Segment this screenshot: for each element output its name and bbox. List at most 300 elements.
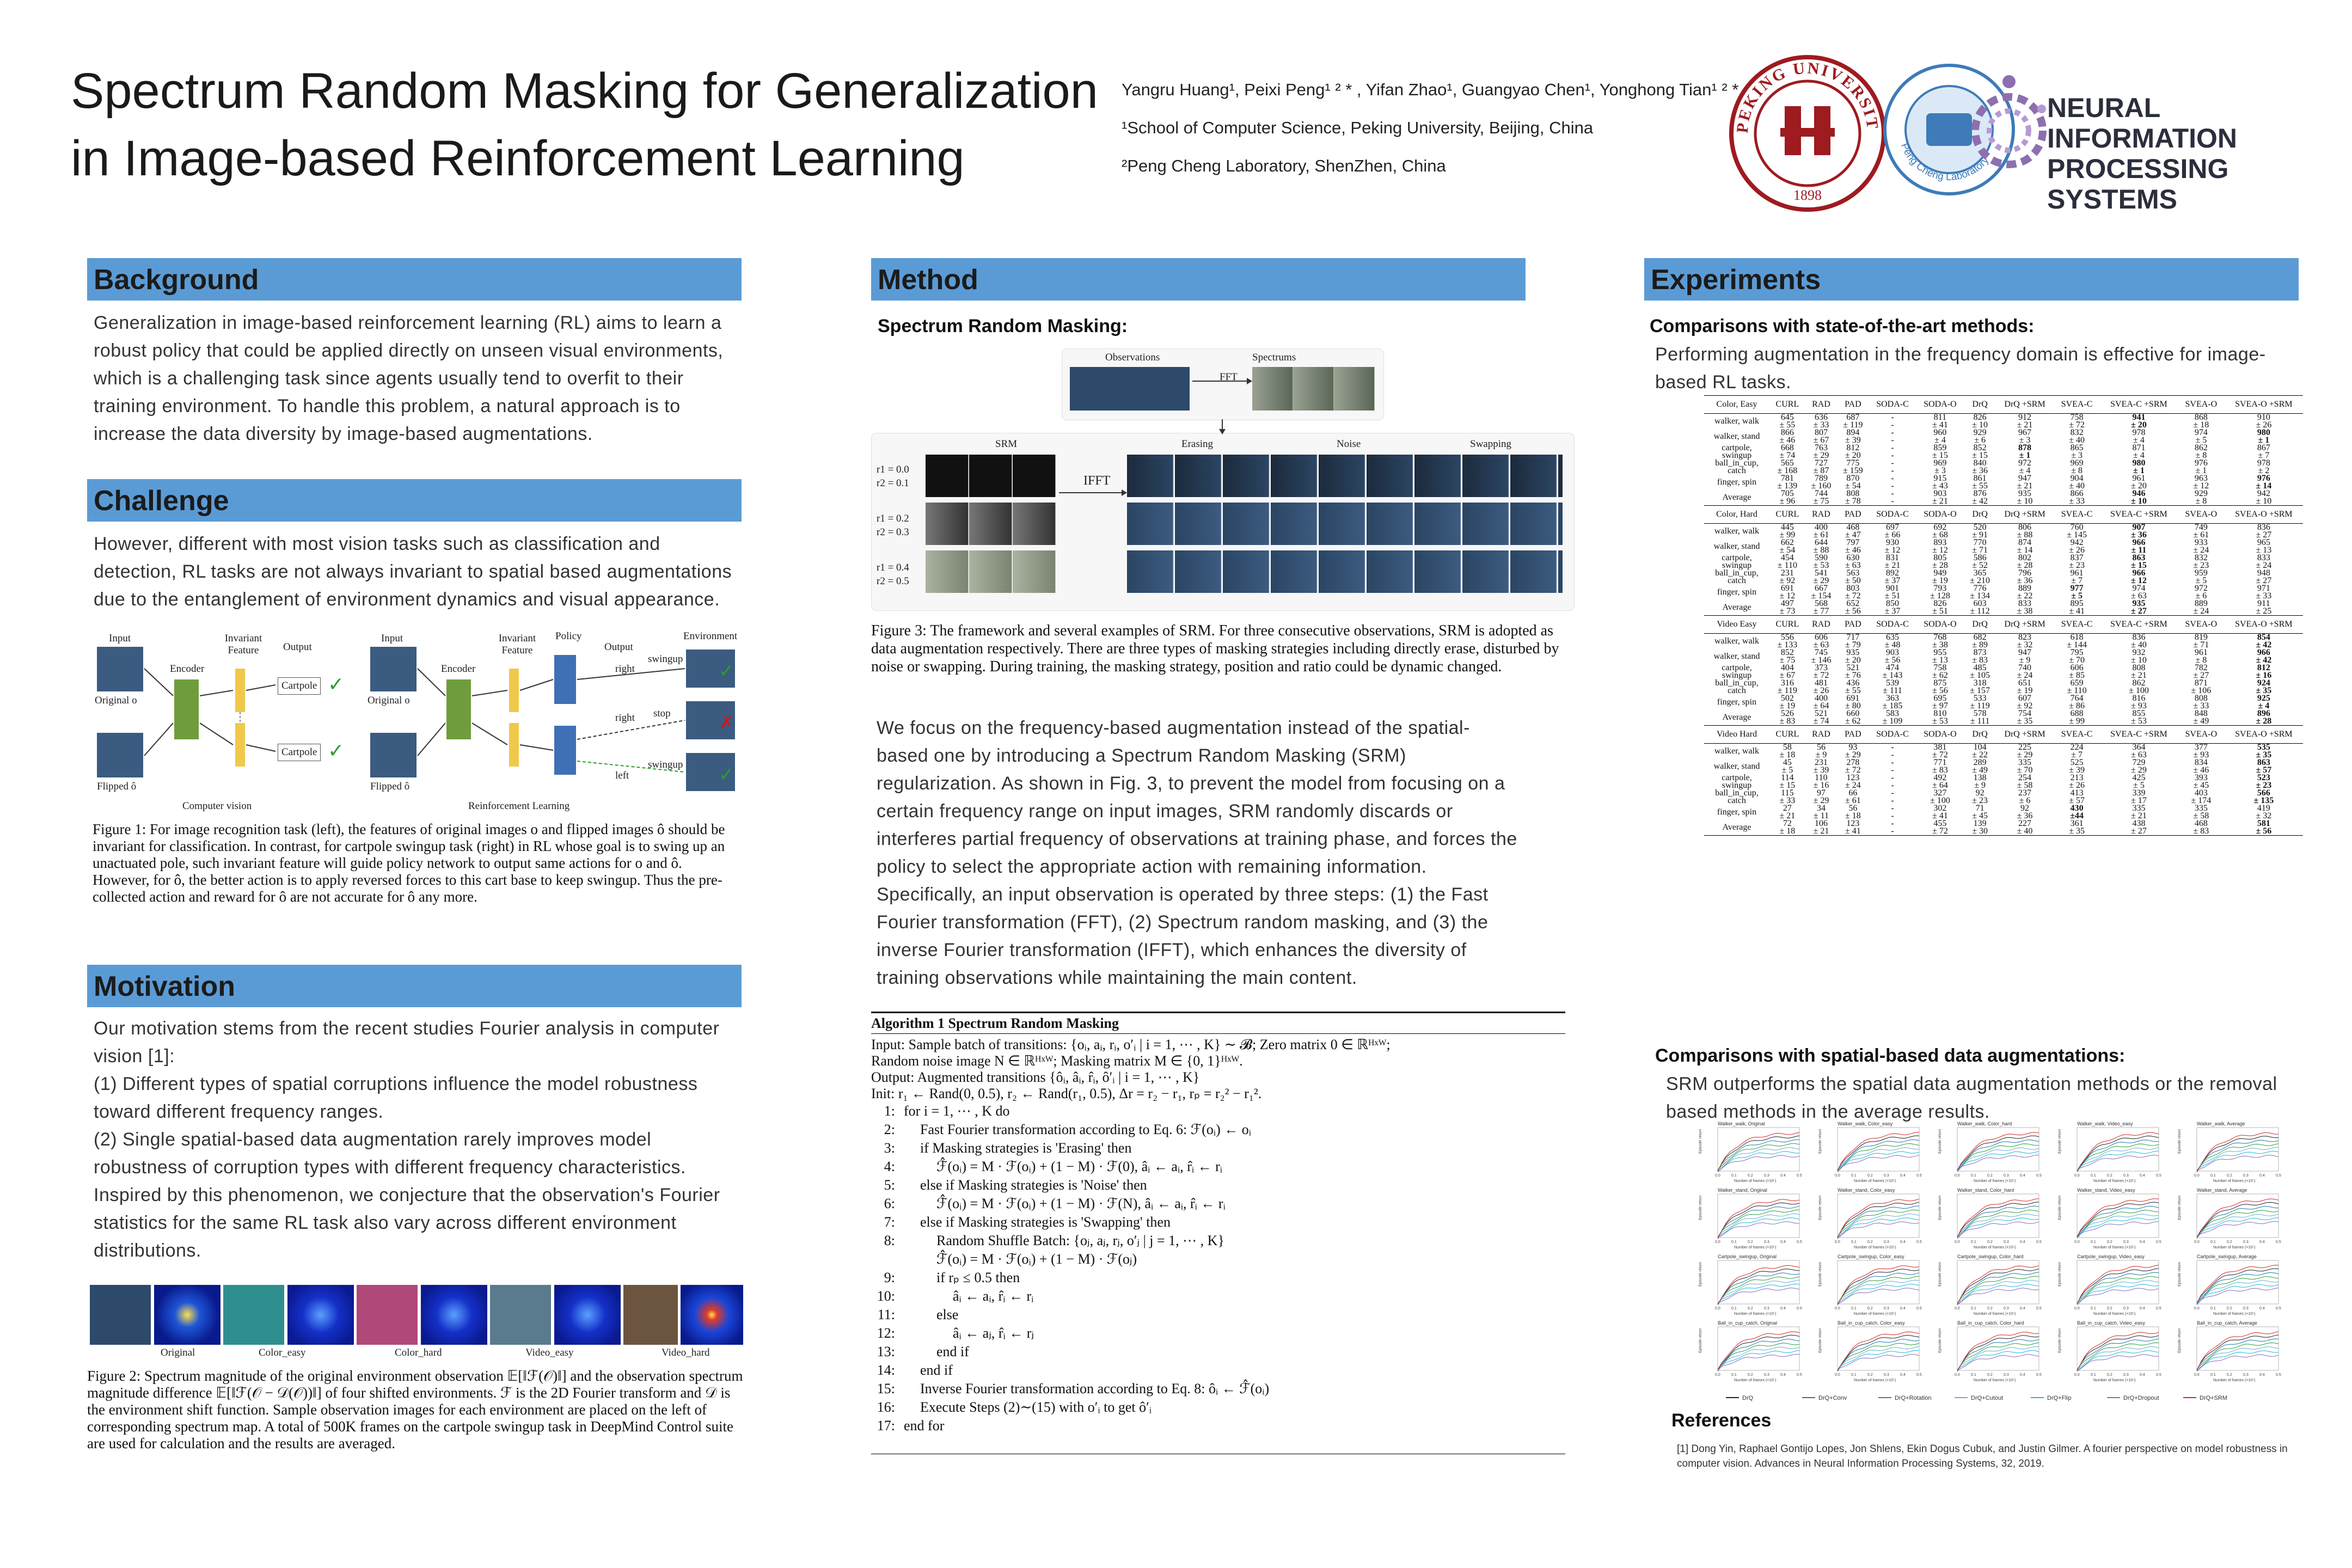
table-cell: 768 ± 38 <box>1932 633 1948 650</box>
plot-xtick: 0.5 <box>2036 1240 2042 1244</box>
plot-xtick: 0.3 <box>2004 1174 2009 1178</box>
table-cell: 852 ± 75 <box>1779 648 1796 665</box>
table-cell: 687 ± 119 <box>1843 413 1863 430</box>
plot-ylabel: Episode return <box>1818 1261 1822 1287</box>
table-cell: 912 ± 21 <box>2017 413 2033 430</box>
plot-xtick: 0.5 <box>1797 1240 1802 1244</box>
fig3-noise-label: Noise <box>1337 438 1361 450</box>
algorithm-line <box>871 1103 1565 1122</box>
motivation-text-4: Inspired by this phenomenon, we conjecture that the observation's Fourier statistics for the same RL task also vary across different environment distributions. <box>94 1185 720 1261</box>
table-cell: - - <box>1891 758 1894 775</box>
table-cell: 873 ± 83 <box>1972 648 1988 665</box>
table-cell: 381 ± 72 <box>1932 743 1948 759</box>
figure-2 <box>90 1285 743 1367</box>
algorithm-1 <box>871 1012 1565 1458</box>
pku-logo-text: PEKING UNIVERSIT <box>1733 59 1882 134</box>
plot-xtick: 0.0 <box>1715 1240 1720 1244</box>
plot-xlabel: Number of frames (×10⁵) <box>2093 1312 2136 1316</box>
neurips-line-1: NEURAL INFORMATION <box>2047 93 2238 154</box>
table-cell: 868 ± 18 <box>2193 413 2209 430</box>
table-column-header: CURL <box>1769 506 1805 524</box>
table-task-cell: cartpole, swingup <box>1722 443 1752 460</box>
table-cell: 455 ± 72 <box>1916 820 1964 836</box>
algorithm-line <box>871 1251 1565 1270</box>
plot-ylabel: Episode return <box>2178 1195 2182 1220</box>
plot-title: Walker_walk, Color_hard <box>1957 1121 2012 1126</box>
table-cell: 430 ±44 <box>2070 804 2084 820</box>
training-curves <box>1693 1119 2292 1407</box>
table-cell: 855 ± 53 <box>2100 710 2178 726</box>
check-icon: ✓ <box>719 661 734 682</box>
plot-xtick: 0.4 <box>2259 1373 2265 1377</box>
plot-xtick: 0.2 <box>1867 1174 1873 1178</box>
table-cell: 861 ± 55 <box>1972 474 1988 491</box>
table-cell: 454 ± 110 <box>1777 553 1797 570</box>
table-row <box>1704 524 2303 540</box>
table-cell: 850 ± 37 <box>1869 600 1916 616</box>
plot-ylabel: Episode return <box>1699 1195 1702 1220</box>
table-column-header: RAD <box>1805 726 1837 744</box>
plot-xtick: 0.4 <box>1900 1307 1906 1310</box>
table-cell: 523 ± 23 <box>2256 773 2272 790</box>
fig2-panel-video-hard <box>623 1285 743 1345</box>
fig3-srm-label: SRM <box>995 438 1018 450</box>
table-cell: 563 ± 50 <box>1845 568 1861 585</box>
table-cell: 866 ± 33 <box>2054 490 2100 506</box>
algorithm-header-line: Random noise image N ∈ ℝᴴˣᵂ; Masking matrix M ∈ {0, 1}ᴴˣᵂ. <box>871 1053 1243 1069</box>
plot-ylabel: Episode return <box>2178 1328 2182 1353</box>
pku-logo <box>1726 52 1889 215</box>
plot-xtick: 0.2 <box>1987 1307 1993 1310</box>
table-cell: 969 ± 8 <box>2070 458 2084 475</box>
table-cell: 949 ± 19 <box>1932 568 1948 585</box>
table-cell: 393 ± 45 <box>2193 773 2209 790</box>
table-cell: 705 ± 96 <box>1769 490 1805 506</box>
plot-xlabel: Number of frames (×10⁵) <box>1974 1312 2016 1316</box>
table-cell: 837 ± 23 <box>2069 553 2085 570</box>
table-cell: 400 ± 64 <box>1813 694 1829 710</box>
table-cell: 436 ± 55 <box>1845 678 1861 695</box>
table-cell: 969 ± 3 <box>1933 458 1947 475</box>
table-cell: 980 ± 1 <box>2132 458 2146 475</box>
table-cell: 231 ± 39 <box>1813 758 1829 775</box>
table-column-header: SVEA-C <box>2054 616 2100 634</box>
table-cell: 539 ± 111 <box>1883 678 1902 695</box>
algorithm-line-number: 4: <box>884 1159 895 1174</box>
table-cell: 535 ± 35 <box>2256 743 2272 759</box>
plot-ylabel: Episode return <box>2058 1328 2062 1353</box>
table-cell: 895 ± 41 <box>2054 600 2100 616</box>
plot-xtick: 0.1 <box>1851 1240 1857 1244</box>
table-cell: 976 ± 14 <box>2256 474 2272 491</box>
plot-xtick: 0.4 <box>2020 1373 2025 1377</box>
table-cell: 980 ± 1 <box>2257 428 2270 445</box>
plot-xlabel: Number of frames (×10⁵) <box>1854 1379 1896 1382</box>
plot-ylabel: Episode return <box>1818 1195 1822 1220</box>
table-cell: 935 ± 10 <box>1996 490 2054 506</box>
table-task-cell: walker, stand <box>1713 542 1760 551</box>
motivation-text-1: Our motivation stems from the recent studies Fourier analysis in computer vision [1]: <box>94 1018 720 1067</box>
plot-xtick: 0.0 <box>2074 1307 2080 1310</box>
cross-icon: ✗ <box>720 714 734 732</box>
table-cell: 92 ± 36 <box>2017 804 2033 820</box>
plot-xtick: 0.2 <box>1748 1307 1753 1310</box>
table-column-header: SODA-C <box>1869 396 1916 414</box>
table-cell: 826 ± 10 <box>1972 413 1988 430</box>
table-cell: 123 ± 41 <box>1837 820 1869 836</box>
table-cell: 947 ± 9 <box>2018 648 2032 665</box>
plot-xtick: 0.1 <box>1971 1174 1976 1178</box>
plot-xtick: 0.0 <box>1835 1373 1840 1377</box>
table-cell: 492 ± 64 <box>1932 773 1948 790</box>
experiments-text-1: Performing augmentation in the frequency domain is effective for image-based RL tasks. <box>1655 344 2266 393</box>
table-cell: 878 ± 1 <box>2018 443 2032 460</box>
table-cell: 745 ± 146 <box>1811 648 1832 665</box>
table-cell: 875 ± 56 <box>1932 678 1948 695</box>
table-task-cell: Average <box>1704 490 1769 506</box>
plot-xtick: 0.0 <box>2074 1174 2080 1178</box>
algorithm-line-text: for i = 1, ⋯ , K do <box>904 1103 1010 1119</box>
fig1-rl-input-label: Input <box>381 633 403 644</box>
plot-xtick: 0.1 <box>1731 1373 1737 1377</box>
table-cell: 834 ± 46 <box>2193 758 2209 775</box>
plot-panel <box>1818 1254 1922 1316</box>
motivation-text-3: (2) Single spatial-based data augmentation rarely improves model robustness of corruption types with different frequency characteristics. <box>94 1129 686 1178</box>
table-column-header: DrQ +SRM <box>1996 726 2054 744</box>
challenge-text: However, different with most vision tasks such as classification and detection, RL tasks are not always invariant to spatial based augmentations due to the entanglement of environment dynamics and visual appearance. <box>94 534 732 610</box>
plot-xtick: 0.2 <box>2227 1240 2232 1244</box>
table-cell: 404 ± 67 <box>1779 663 1796 680</box>
plot-xtick: 0.2 <box>1867 1240 1873 1244</box>
table-cell: 771 ± 83 <box>1932 758 1948 775</box>
table-column-header: SVEA-C <box>2054 726 2100 744</box>
algorithm-line-text: else if Masking strategies is 'Noise' then <box>920 1177 1147 1193</box>
table-row <box>1704 789 2303 805</box>
algorithm-line-number: 1: <box>884 1103 895 1119</box>
fig1-right-a: right <box>615 663 635 675</box>
plot-xtick: 0.5 <box>2036 1307 2042 1310</box>
table-cell: 481 ± 26 <box>1813 678 1829 695</box>
plot-title: Cartpole_swingup, Average <box>2197 1254 2257 1259</box>
plot-xtick: 0.2 <box>1867 1373 1873 1377</box>
table-cell: 876 ± 42 <box>1964 490 1995 506</box>
table-cell: 227 ± 40 <box>1996 820 2054 836</box>
table-column-header: CURL <box>1769 616 1805 634</box>
figure-2-caption: Figure 2: Spectrum magnitude of the original environment observation 𝔼[‖ℱ(𝒪)‖] and the observation spectrum magnitude difference 𝔼[‖ℱ(𝒪 − 𝒟(𝒪))‖] of four shifted environments. ℱ is the 2D Fourier transform and 𝒟 is the environment shift function. Sample observation images for each environment are placed on the left of corresponding spectrum map. A total of 500K frames on the cartpole swingup task in DeepMind Control suite are used for calculation and the results are averaged. <box>87 1368 743 1451</box>
table-cell: 225 ± 29 <box>2017 743 2033 759</box>
algorithm-line-text: else if Masking strategies is 'Swapping' then <box>920 1214 1171 1230</box>
table-row <box>1704 744 2303 759</box>
table-cell: - - <box>1891 443 1894 460</box>
table-cell: 866 ± 46 <box>1779 428 1796 445</box>
table-cell: 744 ± 75 <box>1805 490 1837 506</box>
table-cell: 942 ± 26 <box>2069 538 2085 555</box>
plot-xtick: 0.4 <box>2140 1373 2145 1377</box>
plot-xtick: 0.5 <box>2036 1373 2042 1377</box>
table-task-cell: ball_in_cup, catch <box>1715 458 1759 475</box>
table-cell: 935 ± 27 <box>2100 600 2178 616</box>
table-task-cell: ball_in_cup, catch <box>1715 788 1759 805</box>
fig1-rl-invariant-label: Invariant Feature <box>498 633 536 656</box>
table-cell: 833 ± 38 <box>1996 600 2054 616</box>
plot-xtick: 0.5 <box>2276 1174 2281 1178</box>
fig1-left: left <box>615 770 629 781</box>
table-cell: 110 ± 16 <box>1813 773 1829 790</box>
legend-entry: DrQ+SRM <box>2200 1395 2228 1401</box>
plot-xtick: 0.4 <box>2020 1174 2025 1178</box>
table-column-header: CURL <box>1769 726 1805 744</box>
fig2-label-color-easy: Color_easy <box>259 1347 306 1358</box>
plot-panel <box>1818 1187 1922 1250</box>
plot-xtick: 0.5 <box>2036 1174 2042 1178</box>
plot-xtick: 0.5 <box>1916 1174 1922 1178</box>
plot-frame <box>2197 1327 2278 1370</box>
plot-xtick: 0.0 <box>1835 1240 1840 1244</box>
table-column-header: DrQ +SRM <box>1996 616 2054 634</box>
algorithm-line-number: 2: <box>884 1122 895 1137</box>
plot-xtick: 0.0 <box>1715 1174 1720 1178</box>
table-cell: 603 ± 112 <box>1964 600 1995 616</box>
table-column-header: SVEA-O <box>2178 506 2225 524</box>
table-cell: 425 ± 5 <box>2132 773 2146 790</box>
plot-xtick: 0.3 <box>2243 1307 2249 1310</box>
table-task-cell: walker, stand <box>1713 652 1760 661</box>
plot-xtick: 0.0 <box>2194 1307 2200 1310</box>
results-table <box>1704 395 2303 836</box>
table-cell: 966 ± 42 <box>2256 648 2272 665</box>
fig1-rl-arrows <box>93 625 740 805</box>
plot-ylabel: Episode return <box>2178 1129 2182 1154</box>
table-cell: 565 ± 168 <box>1777 458 1798 475</box>
table-cell: 525 ± 39 <box>2069 758 2085 775</box>
algorithm-line-text: Execute Steps (2)∼(15) with o′ᵢ to get ô′ᵢ <box>920 1399 1152 1415</box>
title-line-2: in Image-based Reinforcement Learning <box>71 131 965 186</box>
plot-xlabel: Number of frames (×10⁵) <box>2213 1179 2256 1183</box>
table-cell: 697 ± 66 <box>1884 523 1901 540</box>
plot-xtick: 0.1 <box>1851 1373 1857 1377</box>
table-cell: 97 ± 29 <box>1813 788 1829 805</box>
table-cell: 652 ± 56 <box>1837 600 1869 616</box>
fig1-rl-original-label: Original o <box>367 695 410 706</box>
table-row <box>1704 759 2303 774</box>
table-cell: 806 ± 88 <box>2017 523 2033 540</box>
affiliation-1: ¹School of Computer Science, Peking University, Beijing, China <box>1122 118 1594 137</box>
figure-3 <box>871 343 1573 610</box>
plot-xtick: 0.5 <box>2276 1373 2281 1377</box>
algorithm-line-text: âᵢ ← aᵢ, r̂ᵢ ← rᵢ <box>953 1288 1034 1304</box>
table-cell: 93 ± 29 <box>1845 743 1861 759</box>
table-column-header: SODA-O <box>1916 506 1964 524</box>
plot-title: Walker_stand, Color_easy <box>1837 1187 1895 1193</box>
table-row <box>1704 539 2303 554</box>
fig3-erasing-label: Erasing <box>1181 438 1214 450</box>
plot-xlabel: Number of frames (×10⁵) <box>2093 1246 2136 1250</box>
table-cell: 521 ± 76 <box>1845 663 1861 680</box>
table-cell: 568 ± 77 <box>1805 600 1837 616</box>
table-task-cell: walker, stand <box>1713 762 1760 771</box>
plot-xlabel: Number of frames (×10⁵) <box>2213 1246 2256 1250</box>
table-cell: 971 ± 33 <box>2256 584 2272 601</box>
table-cell: 896 ± 28 <box>2225 710 2303 726</box>
table-cell: 903 ± 21 <box>1916 490 1964 506</box>
plot-xtick: 0.3 <box>1764 1307 1769 1310</box>
algorithm-line <box>871 1122 1565 1140</box>
table-cell: 607 ± 92 <box>2017 694 2033 710</box>
algorithm-line-number: 8: <box>884 1233 895 1248</box>
method-heading: Method <box>871 258 1526 301</box>
table-column-header: SVEA-O +SRM <box>2225 616 2303 634</box>
fig1-rl-encoder-label: Encoder <box>441 663 476 675</box>
plot-title: Walker_stand, Average <box>2197 1187 2247 1193</box>
figure-3-caption: Figure 3: The framework and several examples of SRM. For three consecutive observations, SRM is adopted as data augmentation respectively. There are three types of masking strategies including directly erase, disturbed by noise or swapping. During training, the masking strategy, position and ratio could be dynamic changed. <box>871 622 1559 675</box>
fig1-rl-flipped-label: Flipped ô <box>370 781 410 792</box>
plot-xlabel: Number of frames (×10⁵) <box>1854 1246 1896 1250</box>
plot-xtick: 0.3 <box>2004 1307 2009 1310</box>
plot-panel <box>1699 1187 1802 1250</box>
fig3-spectrums-label: Spectrums <box>1252 352 1296 363</box>
table-cell: 775 ± 159 <box>1842 458 1863 475</box>
plot-xtick: 0.4 <box>2140 1174 2145 1178</box>
plot-xtick: 0.4 <box>1900 1174 1906 1178</box>
experiments-text-2: SRM outperforms the spatial data augmentation methods or the removal based methods in the average results. <box>1666 1074 2277 1122</box>
fig3-r1-c: r1 = 0.4 <box>877 562 909 573</box>
table-cell: 826 ± 51 <box>1916 600 1964 616</box>
table-cell: 583 ± 109 <box>1869 710 1916 726</box>
fig1-rl-label: Reinforcement Learning <box>468 800 570 812</box>
table-cell: 468 ± 47 <box>1845 523 1861 540</box>
plot-xtick: 0.3 <box>2004 1240 2009 1244</box>
motivation-text-2: (1) Different types of spatial corruptions influence the model robustness toward different frequency ranges. <box>94 1074 698 1122</box>
table-cell: 811 ± 41 <box>1932 413 1948 430</box>
table-cell: 327 ± 100 <box>1930 788 1950 805</box>
plot-xtick: 0.1 <box>2210 1240 2216 1244</box>
table-cell: 645 ± 55 <box>1779 413 1796 430</box>
table-cell: 502 ± 19 <box>1779 694 1796 710</box>
algorithm-line-number: 11: <box>877 1307 895 1322</box>
table-row <box>1704 679 2303 695</box>
table-cell: 581 ± 56 <box>2225 820 2303 836</box>
table-cell: 667 ± 154 <box>1811 584 1832 601</box>
table-cell: 961 ± 20 <box>2131 474 2147 491</box>
algorithm-line <box>871 1288 1565 1307</box>
algorithm-line <box>871 1270 1565 1288</box>
table-cell: 213 ± 26 <box>2069 773 2085 790</box>
algorithm-line-text: end for <box>904 1418 945 1434</box>
fig1-input-label: Input <box>109 633 131 644</box>
table-cell: 810 ± 53 <box>1916 710 1964 726</box>
table-row <box>1704 554 2303 569</box>
plot-panel <box>1818 1320 1922 1382</box>
table-column-header: RAD <box>1805 396 1837 414</box>
table-cell: 770 ± 71 <box>1972 538 1988 555</box>
table-cell: 832 ± 23 <box>2193 553 2209 570</box>
table-cell: 758 ± 72 <box>2069 413 2085 430</box>
fig1-output-label: Output <box>283 641 312 653</box>
table-task-cell: finger, spin <box>1717 587 1757 597</box>
table-cell: 520 ± 91 <box>1972 523 1988 540</box>
table-cell: 819 ± 71 <box>2193 633 2209 650</box>
table-task-cell: cartpole, swingup <box>1722 663 1752 680</box>
plot-xtick: 0.3 <box>1764 1174 1769 1178</box>
plot-xtick: 0.2 <box>1748 1240 1753 1244</box>
plot-ylabel: Episode return <box>1938 1129 1942 1154</box>
table-cell: 915 ± 43 <box>1932 474 1948 491</box>
plot-xtick: 0.5 <box>2276 1307 2281 1310</box>
plot-title: Walker_stand, Original <box>1718 1187 1767 1193</box>
experiments-subheading-1: Comparisons with state-of-the-art methods: <box>1650 316 2035 336</box>
fig1-environment-label: Environment <box>683 630 738 642</box>
plot-xtick: 0.2 <box>1987 1373 1993 1377</box>
table-cell: 892 ± 37 <box>1884 568 1901 585</box>
algorithm-header-line: Input: Sample batch of transitions: {oᵢ, aᵢ, rᵢ, o′ᵢ | i = 1, ⋯ , K} ∼ 𝓑; Zero matrix 0 ∈ ℝᴴˣᵂ; <box>871 1037 1391 1052</box>
table-row <box>1704 774 2303 789</box>
table-cell: 808 ± 21 <box>2131 663 2147 680</box>
plot-panel <box>1938 1254 2042 1316</box>
fig2-panel-color-hard <box>357 1285 487 1345</box>
table-cell: 863 ± 57 <box>2256 758 2272 775</box>
check-icon: ✓ <box>328 739 345 762</box>
fig2-panel-original <box>90 1285 220 1345</box>
fig2-label-video-easy: Video_easy <box>525 1347 574 1358</box>
table-cell: 56 ± 18 <box>1845 804 1861 820</box>
plot-xtick: 0.0 <box>2074 1373 2080 1377</box>
plot-xtick: 0.1 <box>1971 1307 1976 1310</box>
table-cell: 760 ± 145 <box>2067 523 2087 540</box>
plot-xtick: 0.0 <box>1955 1240 1960 1244</box>
table-column-header: SODA-C <box>1869 616 1916 634</box>
table-column-header: SVEA-O +SRM <box>2225 506 2303 524</box>
table-column-header: SODA-O <box>1916 616 1964 634</box>
table-cell: 948 ± 27 <box>2256 568 2272 585</box>
table-cell: 929 ± 8 <box>2178 490 2225 506</box>
fig3-r1-b: r1 = 0.2 <box>877 513 909 524</box>
plot-xtick: 0.3 <box>1884 1240 1889 1244</box>
fig3-observations-label: Observations <box>1105 352 1160 363</box>
table-cell: 977 ± 5 <box>2070 584 2084 601</box>
algorithm-line <box>871 1325 1565 1344</box>
table-task-cell: walker, walk <box>1714 636 1759 646</box>
table-cell: 71 ± 45 <box>1972 804 1988 820</box>
table-cell: 978 ± 4 <box>2132 428 2146 445</box>
table-cell: 254 ± 58 <box>2017 773 2033 790</box>
table-cell: 955 ± 13 <box>1932 648 1948 665</box>
table-task-cell: walker, stand <box>1713 432 1760 441</box>
algorithm-line <box>871 1140 1565 1159</box>
table-cell: 871 ± 106 <box>2191 678 2212 695</box>
table-task-cell: walker, walk <box>1714 416 1759 426</box>
table-column-header: SVEA-O +SRM <box>2225 726 2303 744</box>
plot-xtick: 0.1 <box>2091 1240 2096 1244</box>
fig3-swapping-label: Swapping <box>1470 438 1511 450</box>
plot-xtick: 0.0 <box>1955 1307 1960 1310</box>
algorithm-line <box>871 1177 1565 1196</box>
table-cell: 904 ± 40 <box>2069 474 2085 491</box>
algorithm-line-number: 14: <box>877 1362 895 1378</box>
algorithm-line-number: 9: <box>884 1270 895 1285</box>
poster-title <box>71 57 1105 192</box>
background-heading: Background <box>87 258 742 301</box>
plot-xtick: 0.5 <box>1797 1307 1802 1310</box>
plot-xtick: 0.5 <box>2276 1240 2281 1244</box>
table-block-name: Color, Hard <box>1704 506 1769 524</box>
plot-ylabel: Episode return <box>1818 1328 1822 1353</box>
table-cell: 339 ± 17 <box>2131 788 2147 805</box>
table-cell: 45 ± 5 <box>1781 758 1793 775</box>
table-cell: 974 ± 63 <box>2131 584 2147 601</box>
table-cell: 797 ± 46 <box>1845 538 1861 555</box>
plot-xtick: 0.5 <box>2156 1240 2161 1244</box>
plot-xtick: 0.0 <box>1835 1307 1840 1310</box>
